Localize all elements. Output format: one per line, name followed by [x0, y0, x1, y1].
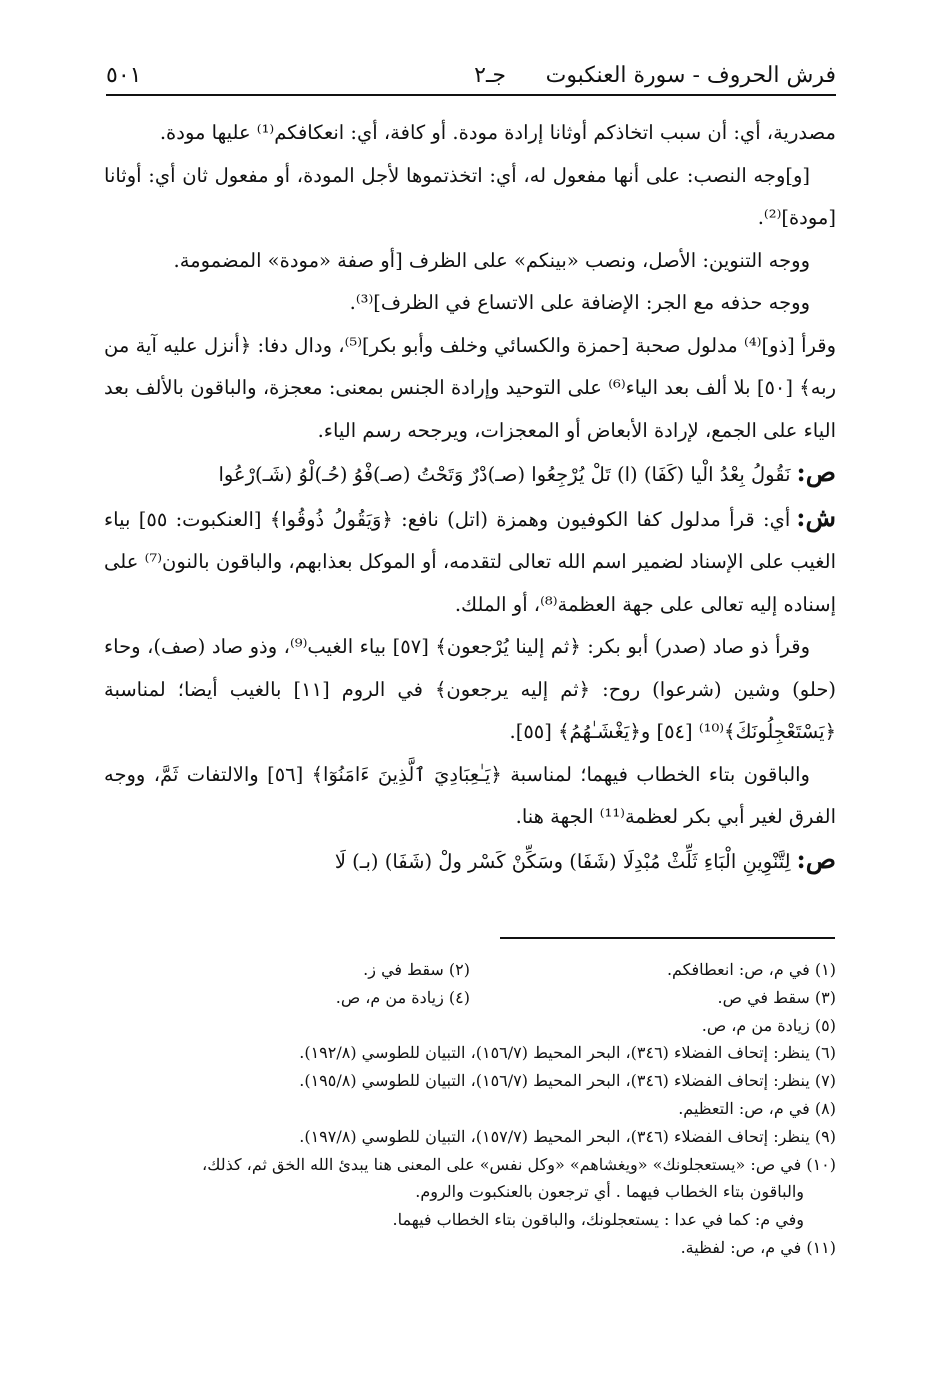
footnote: (٣) سقط في ص.: [717, 987, 836, 1007]
verse-mark: ص:: [796, 458, 836, 487]
verse-text: نَقُولُ بِعْدُ الْيا (كَفَا) (ا) تَلْ يُرْجِعُوا (صـ)دْرٌ وَتَحْتُ (صـ)فْوُ (حُـ)لْوُ (شَـ)رْعُوا: [218, 463, 791, 486]
main-text: [104, 112, 836, 883]
paragraph: ووجه حذفه مع الجر: الإضافة على الاتساع في الظرف]⁽³⁾.: [349, 291, 810, 314]
explanation-mark: ش:: [796, 502, 836, 532]
footnote-row: [106, 956, 836, 984]
footnote: (٤) زيادة من م، ص.: [335, 987, 470, 1007]
verse-mark: ص:: [796, 844, 836, 874]
paragraph: ووجه التنوين: الأصل، ونصب «بينكم» على الظرف [أو صفة «مودة» المضمومة.: [173, 248, 810, 272]
explanation-text: أي: قرأ مدلول كفا الكوفيون وهمزة (اتل) نافع: ﴿وَيَقُولُ ذُوقُوا﴾ [العنكبوت: ٥٥] بياء الغيب على الإسناد لضمير اسم الله تعالى لتقدمه، أو الموكل بعذابهم، والباقون بالنون⁽⁷⁾ على إسناده إليه تعالى على جهة العظمة⁽⁸⁾، أو الملك.: [104, 507, 837, 616]
footnote-row: [106, 984, 836, 1012]
footnotes: [106, 956, 836, 1262]
paragraph: مصدرية، أي: أن سبب اتخاذكم أوثانا إرادة مودة. أو كافة، أي: انعكافكم⁽¹⁾ عليها مودة.: [159, 121, 836, 144]
page-header: [106, 58, 836, 96]
page-number: ٥٠١: [106, 63, 142, 88]
footnote: (٨) في م، ص: التعظيم.: [678, 1098, 836, 1118]
footnote: (٢) سقط في ز.: [363, 960, 470, 979]
footnote-continuation: وفي م: كما في عدا : يستعجلونك، والباقون بتاء الخطاب فيهما.: [392, 1210, 804, 1230]
footnote: (١٠) في ص: «يستعجلونك» «ويغشاهم» «وكل نفس» على المعنى هنا يبدئ الله الخق ثم، كذلك،: [202, 1154, 836, 1174]
footnote: (٥) زيادة من م، ص.: [701, 1015, 836, 1035]
footnote: (١١) في م، ص: لفظية.: [680, 1237, 836, 1257]
footnote-separator: [500, 937, 835, 939]
explanation-paragraph: [104, 497, 836, 627]
footnote: (٩) ينظر: إتحاف الفضلاء (٣٤٦)، البحر المحيط (١٥٧/٧)، التبيان للطوسي (١٩٧/٨).: [299, 1126, 836, 1146]
paragraph: والباقون بتاء الخطاب فيهما؛ لمناسبة ﴿يَـٰعِبَادِيَ ٱلَّذِينَ ءَامَنُوٓا﴾ [٥٦] والالتفات ثَمَّ، ووجه الفرق لغير أبي بكر لعظمة⁽¹¹⁾ الجهة هنا.: [104, 762, 836, 828]
paragraph: [و]وجه النصب: على أنها مفعول له، أي: اتخذتموها لأجل المودة، أو مفعول ثان أي: أوثانا [مودة]⁽²⁾.: [104, 163, 836, 229]
verse-line: [104, 839, 836, 884]
running-title: فرش الحروف - سورة العنكبوت: [545, 63, 836, 88]
footnote: (١) في م، ص: انعطافكم.: [666, 960, 836, 979]
paragraph: وقرأ [ذو]⁽⁴⁾ مدلول صحبة [حمزة والكسائي وخلف وأبو بكر]⁽⁵⁾، ودال دفا: ﴿أنزل عليه آية من ربه﴾ [٥٠] بلا ألف بعد الياء⁽⁶⁾ على التوحيد وإرادة الجنس بمعنى: معجزة، والباقون بالألف بعد الياء على الجمع، لإرادة الأبعاض أو المعجزات، ويرجحه رسم الياء.: [104, 333, 837, 442]
volume-label: جـ٢: [474, 63, 506, 88]
footnote: (٦) ينظر: إتحاف الفضلاء (٣٤٦)، البحر المحيط (١٥٦/٧)، التبيان للطوسي (١٩٢/٨).: [299, 1043, 836, 1063]
footnote-continuation: والباقون بتاء الخطاب فيهما . أي ترجعون بالعنكبوت والروم.: [415, 1182, 804, 1202]
verse-line: [104, 452, 836, 497]
verse-text: لِتَّنْوِينِ الْبَاءِ ثَلِّثْ مُبْدِلَا (شَفَا) وسَكِّنْ كَسْر ولْ (شَفَا) (بـ) لَا: [334, 849, 791, 873]
paragraph: وقرأ ذو صاد (صدر) أبو بكر: ﴿ثم إلينا يُرْجعون﴾ [٥٧] بياء الغيب⁽⁹⁾، وذو صاد (صف)، وحاء (حلو) وشين (شرعوا) روح: ﴿ثم إليه يرجعون﴾ في الروم [١١] بالغيب أيضا؛ لمناسبة ﴿يَسْتَعْجِلُونَكَ﴾⁽¹⁰⁾ [٥٤] و﴿يَغْشَـٰهُمُ﴾ [٥٥].: [104, 635, 836, 743]
footnote: (٧) ينظر: إتحاف الفضلاء (٣٤٦)، البحر المحيط (١٥٦/٧)، التبيان للطوسي (١٩٥/٨).: [299, 1071, 836, 1091]
